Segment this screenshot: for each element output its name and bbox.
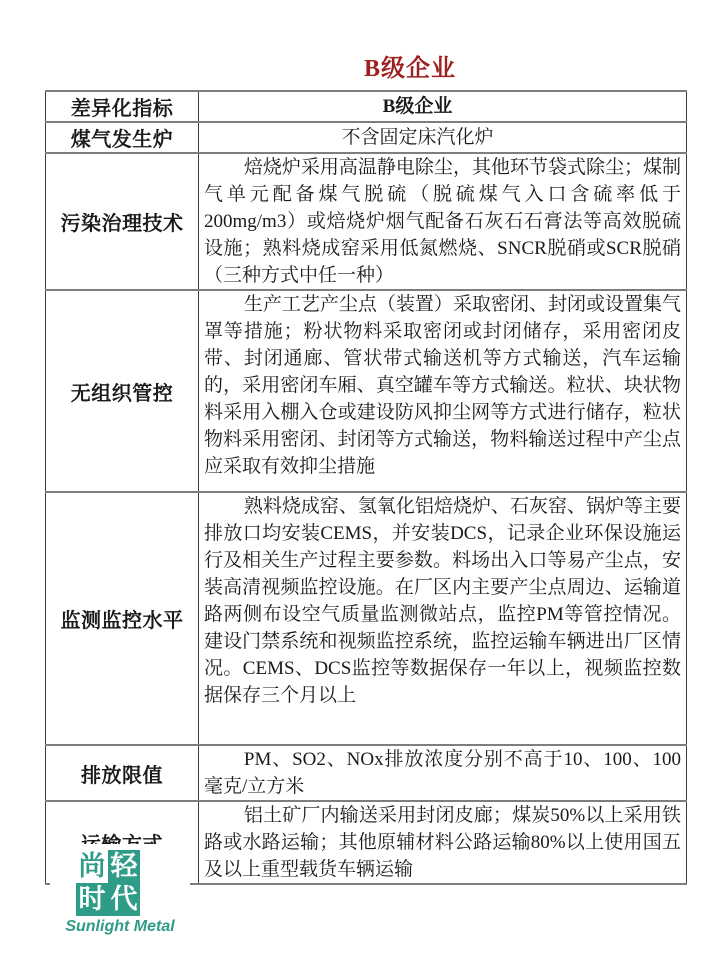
logo-char-qing: 轻 — [108, 850, 140, 883]
row-content: 熟料烧成窑、氢氧化铝焙烧炉、石灰窑、锅炉等主要排放口均安装CEMS，并安装DCS，记录企业环保设施运行及相关生产过程主要参数。料场出入口等易产尘点，安装高清视频监控设施。在厂区内主要产尘点周边、运输道路两侧布设空气质量监测微站点，监控PM等管控情况。建设门禁系统和视频监控系统，监控运输车辆进出厂区情况。CEMS、DCS监控等数据保存一年以上，视频监控数据保存三个月以上 — [199, 492, 687, 745]
table-header-row — [46, 91, 687, 122]
table-row-monitoring-level — [46, 492, 687, 745]
header-indicator-cell: 差异化指标 — [46, 91, 199, 122]
row-content: 生产工艺产尘点（装置）采取密闭、封闭或设置集气罩等措施；粉状物料采取密闭或封闭储存，采用密闭皮带、封闭通廊、管状带式输送机等方式输送，汽车运输的，采用密闭车厢、真空罐车等方式输送。粒状、块状物料采用入棚入仓或建设防风抑尘网等方式进行储存，粒状物料采用密闭、封闭等方式输送，物料输送过程中产尘点应采取有效抑尘措施 — [199, 290, 687, 492]
row-label: 排放限值 — [46, 745, 199, 801]
row-label: 煤气发生炉 — [46, 122, 199, 153]
table-row-gas-generator — [46, 122, 687, 153]
logo-char-dai: 代 — [108, 883, 140, 916]
logo-char-shang: 尚 — [76, 850, 108, 883]
spec-table — [45, 90, 687, 885]
sunlight-metal-logo — [50, 844, 190, 956]
table-row-emission-limits — [46, 745, 687, 801]
row-content: PM、SO2、NOx排放浓度分别不高于10、100、100毫克/立方米 — [199, 745, 687, 801]
row-label: 污染治理技术 — [46, 153, 199, 290]
row-content: 不含固定床汽化炉 — [199, 122, 687, 153]
logo-char-shi: 时 — [76, 883, 108, 916]
row-label: 监测监控水平 — [46, 492, 199, 745]
header-grade-cell: B级企业 — [199, 91, 687, 122]
table-row-fugitive-emission-control — [46, 290, 687, 492]
logo-wordmark: Sunlight Metal — [65, 918, 175, 935]
page-title: B级企业 — [363, 56, 456, 82]
row-content: 焙烧炉采用高温静电除尘，其他环节袋式除尘；煤制气单元配备煤气脱硫（脱硫煤气入口含硫率低于200mg/m3）或焙烧炉烟气配备石灰石石膏法等高效脱硫设施；熟料烧成窑采用低氮燃烧、SNCR脱硝或SCR脱硝（三种方式中任一种） — [199, 153, 687, 290]
logo-character-block — [76, 850, 140, 916]
row-label: 无组织管控 — [46, 290, 199, 492]
row-content: 铝土矿厂内输送采用封闭皮廊；煤炭50%以上采用铁路或水路运输；其他原辅材料公路运输80%以上使用国五及以上重型载货车辆运输 — [199, 801, 687, 884]
table-row-pollution-control-tech — [46, 153, 687, 290]
